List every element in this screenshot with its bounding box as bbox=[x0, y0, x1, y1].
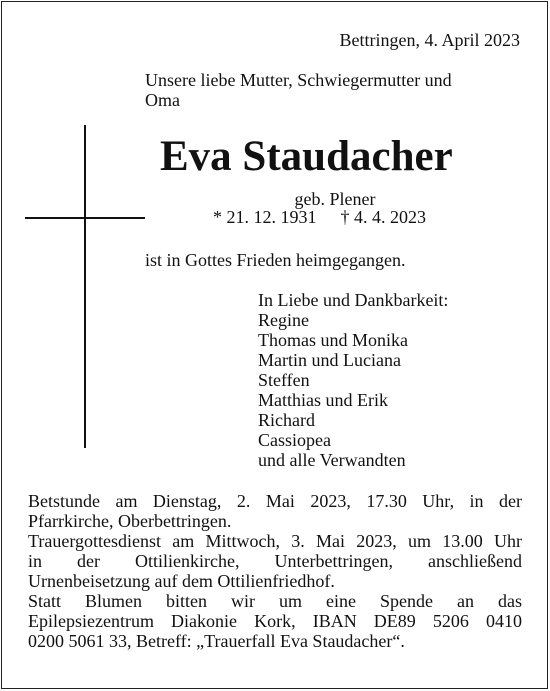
mourner-name: Steffen bbox=[258, 370, 310, 390]
notice-line: 0200 5061 33, Betreff: „Trauerfall Eva Staudacher“. bbox=[28, 631, 405, 651]
place-and-date: Bettringen, 4. April 2023 bbox=[339, 30, 520, 50]
mourner-name: Cassiopea bbox=[258, 430, 331, 450]
death-date: † 4. 4. 2023 bbox=[340, 207, 426, 227]
notice-line: Pfarrkirche, Oberbettringen. bbox=[28, 511, 232, 531]
maiden-name: geb. Plener bbox=[294, 189, 376, 209]
intro-text: Unsere liebe Mutter, Schwiegermutter und Oma bbox=[145, 70, 452, 110]
cross-icon bbox=[84, 125, 86, 448]
notice-line: Statt Blumen bitten wir um eine Spende an das bbox=[28, 591, 522, 611]
donation-notice bbox=[28, 591, 522, 651]
notice-line: in der Ottilienkirche, Unterbettringen, anschließend bbox=[28, 551, 522, 571]
mourner-name: Matthias und Erik bbox=[258, 390, 388, 410]
mourner-name: Thomas und Monika bbox=[258, 330, 408, 350]
notice-line: Trauergottesdienst am Mittwoch, 3. Mai 2023, um 13.00 Uhr bbox=[28, 531, 522, 551]
deceased-name: Eva Staudacher bbox=[160, 133, 453, 180]
notice-line: Urnenbeisetzung auf dem Ottilienfriedhof. bbox=[28, 571, 335, 591]
mourners-intro: In Liebe und Dankbarkeit: bbox=[258, 290, 449, 310]
mourner-name: Martin und Luciana bbox=[258, 350, 401, 370]
funeral-notice bbox=[28, 531, 522, 591]
prayer-notice bbox=[28, 491, 522, 531]
mourner-name: Regine bbox=[258, 310, 309, 330]
service-notices bbox=[28, 491, 522, 651]
notice-line: Epilepsiezentrum Diakonie Kork, IBAN DE89 5206 0410 bbox=[28, 611, 522, 631]
life-dates bbox=[213, 207, 426, 227]
cross-icon-bar bbox=[25, 217, 145, 219]
mourners-list bbox=[258, 290, 448, 470]
notice-line: Betstunde am Dienstag, 2. Mai 2023, 17.30 Uhr, in der bbox=[28, 491, 522, 511]
mourner-name: Richard bbox=[258, 410, 315, 430]
passed-away-text: ist in Gottes Frieden heimgegangen. bbox=[145, 250, 406, 270]
mourner-name: und alle Verwandten bbox=[258, 450, 406, 470]
birth-date: * 21. 12. 1931 bbox=[213, 207, 317, 227]
